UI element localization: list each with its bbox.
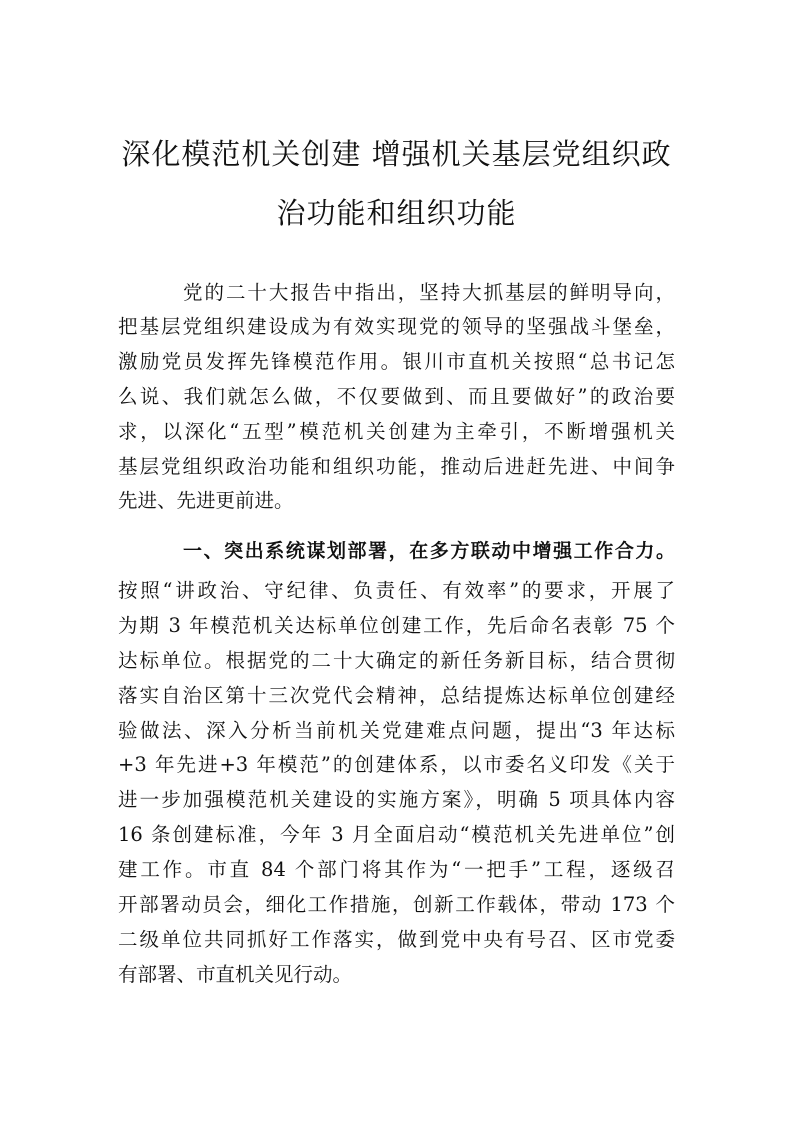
section-1-line: 落实自治区第十三次党代会精神，总结提炼达标单位创建经 bbox=[118, 684, 675, 707]
document-title-line-2: 治功能和组织功能 bbox=[276, 196, 517, 230]
section-1-line: 按照“讲政治、守纪律、负责任、有效率”的要求，开展了 bbox=[118, 579, 675, 602]
document-title-line-1: 深化模范机关创建 增强机关基层党组织政 bbox=[121, 137, 672, 171]
section-1-heading: 一、突出系统谋划部署，在多方联动中增强工作合力。 bbox=[183, 540, 675, 562]
section-1-line: 有部署、市直机关见行动。 bbox=[118, 963, 353, 986]
section-1-line: 进一步加强模范机关建设的实施方案》，明确 5 项具体内容 bbox=[118, 788, 675, 811]
paragraph-1-line: 么说、我们就怎么做，不仅要做到、而且要做好”的政治要 bbox=[118, 385, 675, 408]
section-1-line: +3 年先进+3 年模范”的创建体系，以市委名义印发《关于 bbox=[118, 753, 675, 776]
paragraph-1-line: 基层党组织政治功能和组织功能，推动后进赶先进、中间争 bbox=[118, 455, 675, 478]
section-1-line: 二级单位共同抓好工作落实，做到党中央有号召、区市党委 bbox=[118, 928, 675, 951]
paragraph-1-line: 激励党员发挥先锋模范作用。银川市直机关按照“总书记怎 bbox=[118, 350, 675, 373]
section-1-line: 开部署动员会，细化工作措施，创新工作载体，带动 173 个 bbox=[118, 893, 675, 916]
section-1-line: 建工作。市直 84 个部门将其作为“一把手”工程，逐级召 bbox=[118, 858, 675, 881]
paragraph-1-line: 把基层党组织建设成为有效实现党的领导的坚强战斗堡垒， bbox=[118, 315, 675, 338]
paragraph-1-line: 先进、先进更前进。 bbox=[118, 489, 294, 512]
section-1-line: 16 条创建标准，今年 3 月全面启动“模范机关先进单位”创 bbox=[118, 823, 675, 846]
paragraph-1-line: 党的二十大报告中指出，坚持大抓基层的鲜明导向， bbox=[183, 281, 675, 304]
section-1-line: 为期 3 年模范机关达标单位创建工作，先后命名表彰 75 个 bbox=[118, 614, 675, 637]
paragraph-1-line: 求，以深化“五型”模范机关创建为主牵引，不断增强机关 bbox=[118, 420, 675, 443]
section-1-line: 达标单位。根据党的二十大确定的新任务新目标，结合贯彻 bbox=[118, 649, 675, 672]
section-1-line: 验做法、深入分析当前机关党建难点问题，提出“3 年达标 bbox=[118, 719, 675, 742]
